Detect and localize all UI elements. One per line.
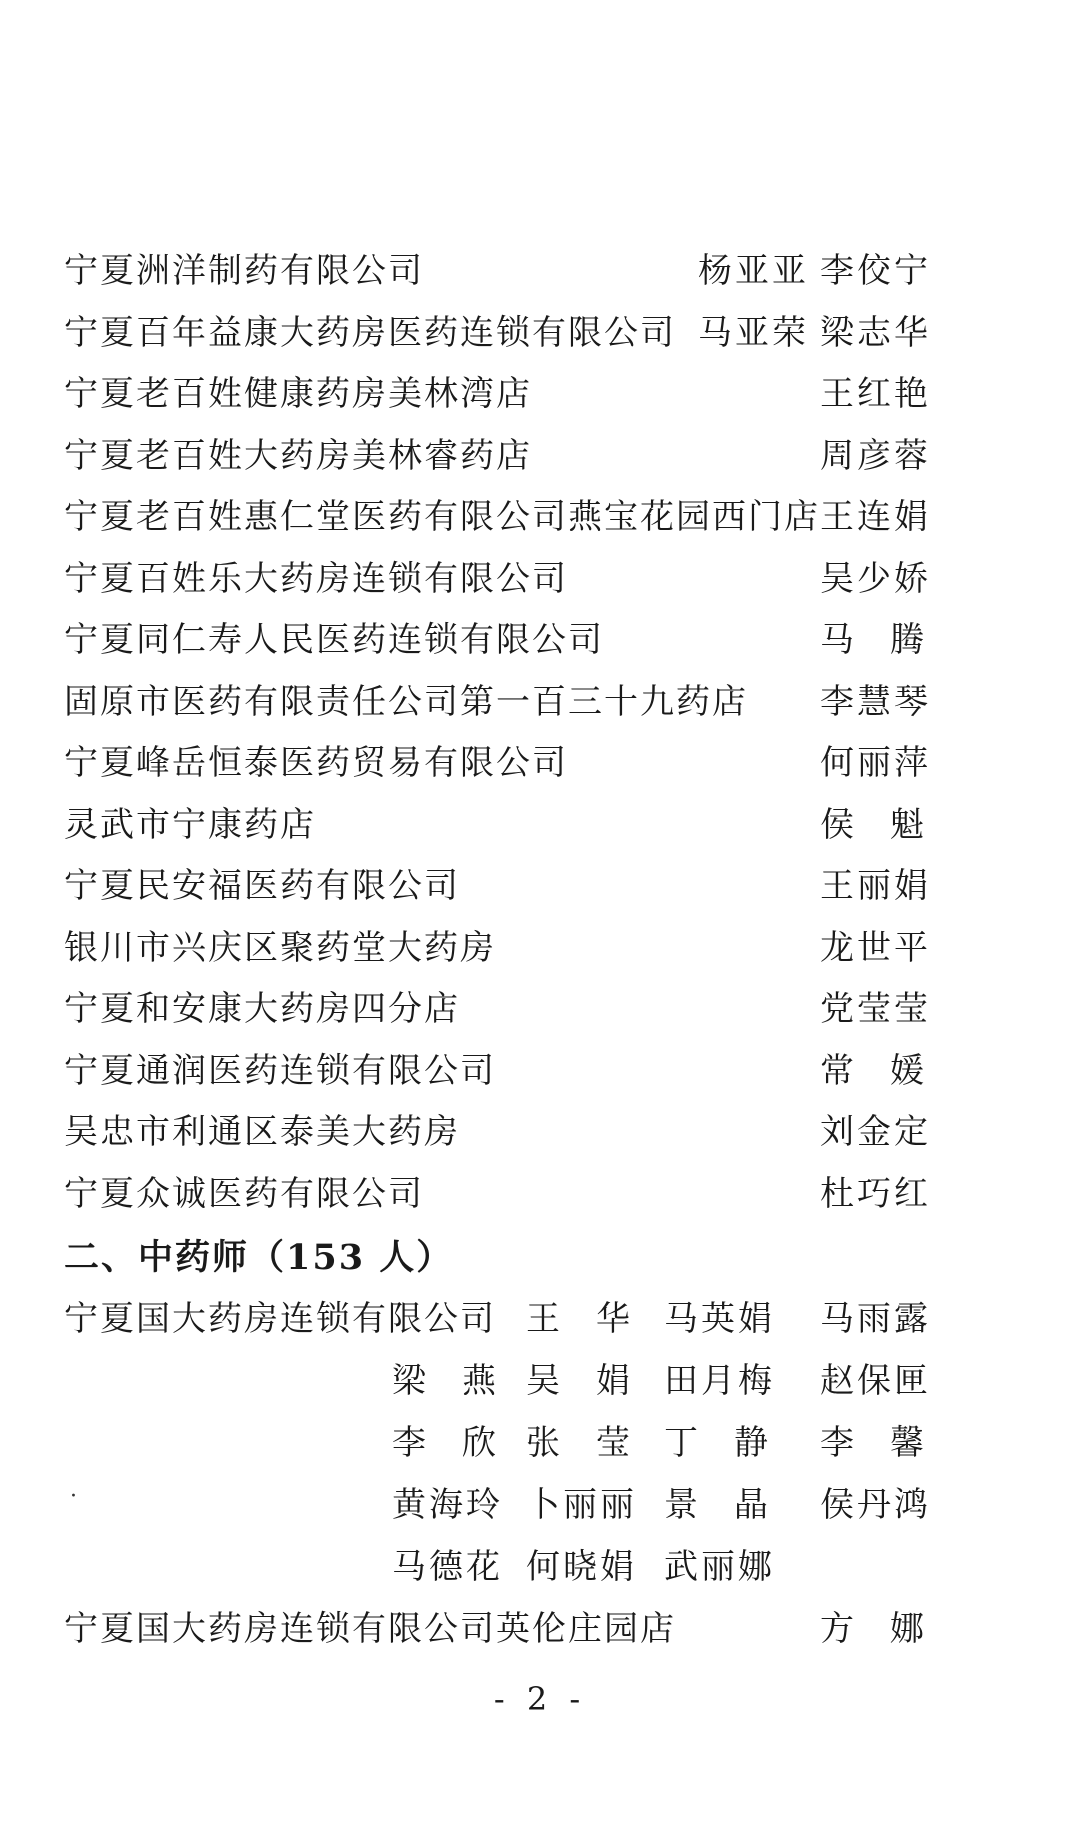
organization-name: 吴忠市利通区泰美大药房 (64, 1112, 460, 1152)
person-name: 黄海玲 (392, 1485, 503, 1525)
person-name: 马雨露 (820, 1299, 931, 1339)
person-name: 李欣 (392, 1423, 532, 1463)
organization-name: 宁夏民安福医药有限公司 (64, 866, 460, 906)
person-name: 吴少娇 (820, 558, 931, 599)
list-item (0, 1040, 1080, 1102)
person-name: 李佼宁 (820, 251, 931, 291)
person-name: 景晶 (664, 1485, 804, 1525)
person-name: 王华 (526, 1299, 666, 1339)
person-name: 龙世平 (820, 927, 931, 968)
person-name: 周彦蓉 (820, 435, 931, 476)
organization-name: 灵武市宁康药店 (64, 804, 316, 845)
list-item (0, 240, 1080, 302)
page-number: - 2 - (493, 1680, 587, 1718)
person-name: 何丽萍 (820, 743, 931, 783)
person-name: 武丽娜 (664, 1547, 775, 1587)
person-name: 王丽娟 (820, 866, 931, 906)
list-item (0, 1536, 1080, 1598)
organization-name: 宁夏老百姓大药房美林睿药店 (64, 435, 532, 476)
person-name: 王红艳 (820, 374, 931, 414)
person-name: 侯魁 (820, 804, 960, 845)
list-item (0, 609, 1080, 671)
organization-name: 宁夏百年益康大药房医药连锁有限公司 (64, 312, 676, 353)
person-name: 杜巧红 (820, 1173, 931, 1214)
organization-name: 宁夏洲洋制药有限公司 (64, 251, 424, 291)
organization-name: 宁夏通润医药连锁有限公司 (64, 1050, 496, 1091)
person-name: 党莹莹 (820, 989, 931, 1029)
list-item (0, 671, 1080, 733)
section-heading: 二、中药师（153 人） (64, 1237, 454, 1278)
person-name: 田月梅 (664, 1361, 775, 1401)
person-name: 侯丹鸿 (820, 1485, 931, 1525)
person-name: 王连娟 (820, 497, 931, 537)
organization-name: 宁夏和安康大药房四分店 (64, 989, 460, 1029)
list-item (0, 363, 1080, 425)
person-name: 赵保匣 (820, 1361, 931, 1401)
list-item (0, 1412, 1080, 1474)
organization-name: 宁夏众诚医药有限公司 (64, 1173, 424, 1214)
list-item (0, 855, 1080, 917)
person-name: 张莹 (526, 1423, 666, 1463)
list-item (0, 1163, 1080, 1225)
person-name: 常媛 (820, 1050, 960, 1091)
person-name: 梁燕 (392, 1361, 532, 1401)
list-item (0, 794, 1080, 856)
list-item (0, 1288, 1080, 1350)
person-name: 吴娟 (526, 1361, 666, 1401)
person-name: 马腾 (820, 620, 960, 660)
list-item (0, 1598, 1080, 1660)
list-item (0, 1350, 1080, 1412)
person-name: 马亚荣 (698, 312, 809, 353)
person-name: 刘金定 (820, 1112, 931, 1152)
person-name: 方娜 (820, 1609, 960, 1649)
person-name: 杨亚亚 (698, 251, 809, 291)
list-item (0, 732, 1080, 794)
list-item (0, 1474, 1080, 1536)
organization-name: 宁夏国大药房连锁有限公司 (64, 1299, 496, 1339)
person-name: 李慧琴 (820, 681, 931, 722)
list-item (0, 917, 1080, 979)
person-name: 李馨 (820, 1423, 960, 1463)
person-name: 丁静 (664, 1423, 804, 1463)
organization-name: 宁夏老百姓健康药房美林湾店 (64, 374, 532, 414)
list-item (0, 978, 1080, 1040)
organization-name: 宁夏国大药房连锁有限公司英伦庄园店 (64, 1609, 676, 1649)
person-name: 卜丽丽 (526, 1485, 637, 1525)
organization-name: 宁夏峰岳恒泰医药贸易有限公司 (64, 743, 568, 783)
list-item (0, 302, 1080, 364)
organization-name: 固原市医药有限责任公司第一百三十九药店 (64, 681, 748, 722)
list-item (0, 425, 1080, 487)
organization-name: 宁夏同仁寿人民医药连锁有限公司 (64, 620, 604, 660)
list-item (0, 486, 1080, 548)
list-item (0, 548, 1080, 610)
organization-name: 银川市兴庆区聚药堂大药房 (64, 927, 496, 968)
organization-name: 宁夏老百姓惠仁堂医药有限公司燕宝花园西门店 (64, 497, 820, 537)
organization-name: 宁夏百姓乐大药房连锁有限公司 (64, 558, 568, 599)
person-name: 马英娟 (664, 1299, 775, 1339)
stray-mark: · (70, 1484, 77, 1509)
person-name: 何晓娟 (526, 1547, 637, 1587)
person-name: 梁志华 (820, 312, 931, 353)
person-name: 马德花 (392, 1547, 503, 1587)
list-item (0, 1101, 1080, 1163)
